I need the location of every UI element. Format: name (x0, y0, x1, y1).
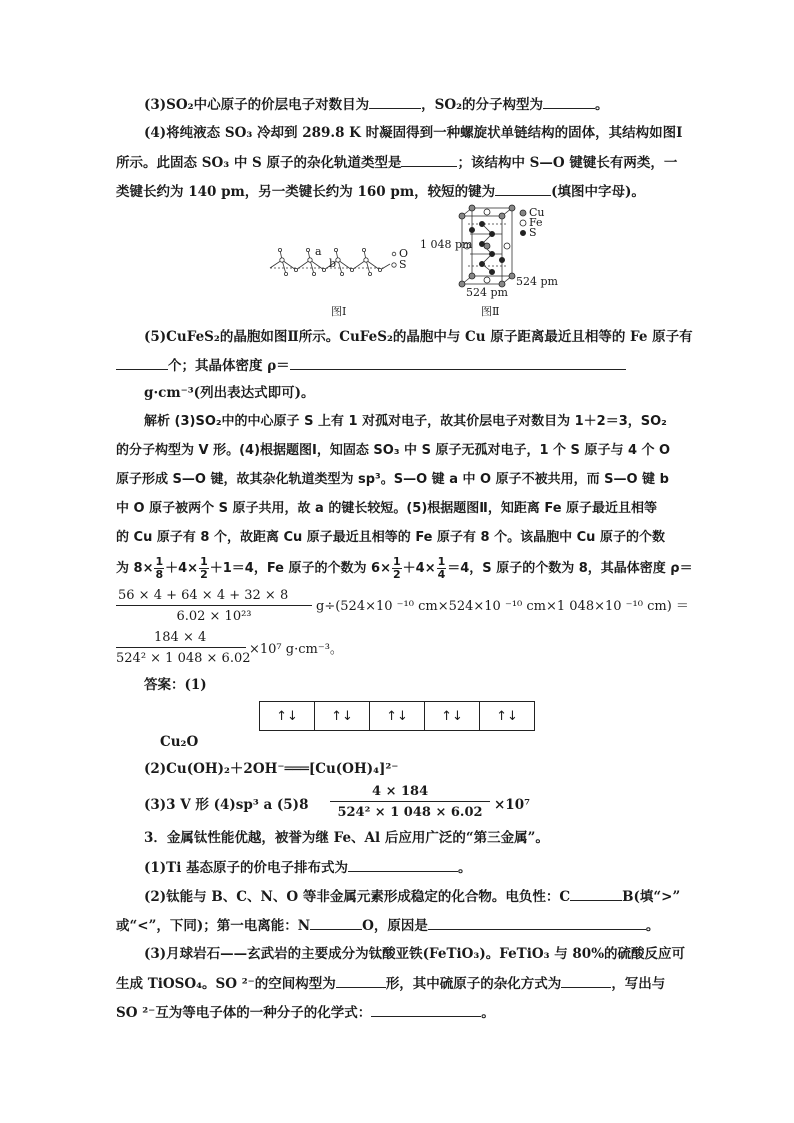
answer-3: (3)3 V 形 (4)sp³ a (5)8 (144, 797, 309, 813)
q3-end: 。 (595, 97, 609, 113)
orbital-box: ↑↓ (425, 702, 480, 730)
p3-q2-text-4: O，原因是 (362, 918, 428, 934)
fraction-numerator: 1 (437, 555, 446, 568)
fraction (437, 556, 447, 581)
question-4-line-1: (4)将纯液态 SO₃ 冷却到 289.8 K 时凝固得到一种螺旋状单链结构的固体，其结构如图Ⅰ (144, 125, 683, 141)
analysis-line-3: 原子形成 S—O 键，故其杂化轨道类型为 sp³。S—O 键 a 中 O 原子不被共用，而 S—O 键 b (116, 472, 669, 487)
analysis-line-4: 中 O 原子被两个 S 原子共用，故 a 的键长较短。(5)根据题图Ⅱ，知距离 Fe 原子最近且相等 (116, 501, 658, 516)
p3-q2-end: 。 (645, 918, 660, 934)
figure-1-legend-o: O (399, 247, 409, 260)
figure-2-width-label: 524 pm (516, 275, 558, 288)
analysis-text: ＋4× (165, 561, 199, 576)
answer-blank (310, 916, 362, 930)
fraction-numerator: 1 (393, 555, 401, 568)
figure-2-legend-markers (518, 208, 528, 238)
fraction-denominator: 4 (437, 568, 446, 581)
answer-exponent: ×10⁷ (494, 797, 531, 813)
answer-blank (495, 182, 551, 196)
p3-q3-text-3: ，写出与 (611, 976, 666, 992)
figure-2-legend-s: S (529, 226, 537, 239)
fraction-numerator: 1 (200, 555, 208, 568)
density-rest-1: g÷(524×10 ⁻¹⁰ cm×524×10 ⁻¹⁰ cm×1 048×10 ⁻¹⁰ cm) ＝ (316, 599, 689, 614)
p3-q1-text: (1)Ti 基态原子的价电子排布式为 (144, 860, 349, 876)
q3-text-2: ，SO₂的分子构型为 (421, 97, 544, 113)
question-4-line-2 (116, 153, 684, 172)
answer-density-fraction (330, 784, 490, 820)
density-rest-2: ×10⁷ g·cm⁻³。 (249, 642, 343, 657)
analysis-line-5: 的 Cu 原子有 8 个，故距离 Cu 原子最近且相等的 Fe 原子有 8 个。该晶胞中 Cu 原子的个数 (116, 530, 665, 545)
p3-q2-text-3: 或“<”，下同)；第一电离能：N (116, 918, 311, 934)
answer-label: 答案：(1) (144, 677, 207, 693)
question-3 (144, 95, 712, 114)
orbital-diagram (259, 701, 535, 731)
orbital-box: ↑↓ (260, 702, 315, 730)
analysis-line-2: 的分子构型为 V 形。(4)根据题图Ⅰ，知固态 SO₃ 中 S 原子无孤对电子，1 个 S 原子与 4 个 O (116, 443, 671, 458)
answer-blank (290, 356, 626, 370)
question-4-line-3 (116, 182, 684, 201)
analysis-line-1: 解析 (3)SO₂中的中心原子 S 上有 1 对孤对电子，故其价层电子对数目为 1＋2＝3，SO₂ (144, 414, 667, 429)
density-numerator: 56 × 4 + 64 × 4 + 32 × 8 (116, 588, 312, 606)
fraction-denominator: 2 (393, 568, 401, 581)
problem-3-q3-line-3 (116, 1003, 684, 1022)
answer-blank (543, 95, 595, 109)
p3-q2-text: (2)钛能与 B、C、N、O 等非金属元素形成稳定的化合物。电负性：C (144, 889, 571, 905)
answer-denominator: 524² × 1 048 × 6.02 (337, 805, 483, 820)
q4-text-2: ；该结构中 S—O 键键长有两类，一 (457, 155, 678, 171)
figure-1-chain-diagram (266, 240, 416, 300)
answer-blank (336, 974, 386, 988)
q4-text-4: (填图中字母)。 (551, 184, 645, 200)
answer-numerator: 4 × 184 (330, 784, 490, 802)
orbital-box: ↑↓ (370, 702, 425, 730)
figure-2-legend-fe: Fe (529, 216, 543, 229)
answer-cu2o: Cu₂O (160, 734, 199, 750)
figure-2-legend-cu: Cu (529, 206, 545, 219)
question-5-line-1: (5)CuFeS₂的晶胞如图Ⅱ所示。CuFeS₂的晶胞中与 Cu 原子距离最近且相等的 Fe 原子有 (144, 329, 693, 345)
q4-text: 所示。此固态 SO₃ 中 S 原子的杂化轨道类型是 (116, 155, 402, 171)
p3-q2-text-2: B(填“>” (622, 889, 681, 905)
answer-blank (570, 887, 622, 901)
p3-q3-text-4: SO ²⁻互为等电子体的一种分子的化学式： (116, 1005, 372, 1021)
density-numerator: 184 × 4 (116, 630, 246, 648)
figure-2-height-label: 1 048 pm (420, 238, 473, 251)
problem-3-q2-line-1 (144, 887, 712, 906)
problem-3-title: 3．金属钛性能优越，被誉为继 Fe、Al 后应用广泛的“第三金属”。 (144, 830, 549, 846)
answer-blank (348, 858, 458, 872)
figure-1-label-a: a (315, 245, 322, 258)
fraction (154, 556, 164, 581)
analysis-line-6 (116, 555, 693, 582)
answer-2: (2)Cu(OH)₂＋2OH⁻═══[Cu(OH)₄]²⁻ (144, 761, 399, 777)
analysis-text: 为 8× (116, 561, 154, 576)
p3-q1-end: 。 (458, 860, 472, 876)
figure-1-label-b: b (329, 257, 337, 270)
p3-q3-text-2: 形，其中硫原子的杂化方式为 (385, 976, 562, 992)
answer-blank (401, 153, 457, 167)
p3-q3-text: 生成 TiOSO₄。SO ²⁻的空间构型为 (116, 976, 336, 992)
analysis-text: ＝4，S 原子的个数为 8，其晶体密度 ρ＝ (447, 561, 693, 576)
q4-text-3: 类键长约为 140 pm，另一类键长约为 160 pm，较短的键为 (116, 184, 496, 200)
figure-1-caption: 图Ⅰ (331, 305, 347, 318)
question-5-line-2 (116, 356, 684, 375)
fraction (392, 556, 402, 581)
orbital-box: ↑↓ (315, 702, 370, 730)
fraction-denominator: 8 (155, 568, 164, 581)
density-denominator: 6.02 × 10²³ (176, 609, 252, 624)
analysis-text: ＋4× (402, 561, 436, 576)
fraction-denominator: 2 (200, 568, 208, 581)
answer-blank (371, 1003, 481, 1017)
density-fraction-2 (116, 630, 251, 666)
figure-2-depth-label: 524 pm (466, 286, 508, 299)
q5-text: 个；其晶体密度 ρ＝ (168, 358, 290, 374)
answer-blank (428, 916, 646, 930)
answer-blank (369, 95, 421, 109)
figure-2-caption: 图Ⅱ (481, 305, 500, 318)
problem-3-q3-line-2 (116, 974, 684, 993)
p3-q3-end: 。 (481, 1005, 495, 1021)
figure-1-legend-s: S (399, 258, 407, 271)
problem-3-q3-line-1: (3)月球岩石——玄武岩的主要成分为钛酸亚铁(FeTiO₃)。FeTiO₃ 与 80%的硫酸反应可 (144, 946, 686, 962)
answer-blank (561, 974, 611, 988)
question-5-line-3: g·cm⁻³(列出表达式即可)。 (144, 385, 315, 401)
answer-blank (116, 356, 168, 370)
density-fraction-1 (116, 588, 312, 624)
analysis-text: ＋1＝4，Fe 原子的个数为 6× (209, 561, 391, 576)
orbital-box: ↑↓ (496, 708, 518, 724)
problem-3-q1 (144, 858, 712, 877)
density-denominator: 524² × 1 048 × 6.02 (116, 651, 251, 666)
q3-text: (3)SO₂中心原子的价层电子对数目为 (144, 97, 370, 113)
fraction (199, 556, 209, 581)
fraction-numerator: 1 (155, 555, 164, 568)
problem-3-q2-line-2 (116, 916, 684, 935)
